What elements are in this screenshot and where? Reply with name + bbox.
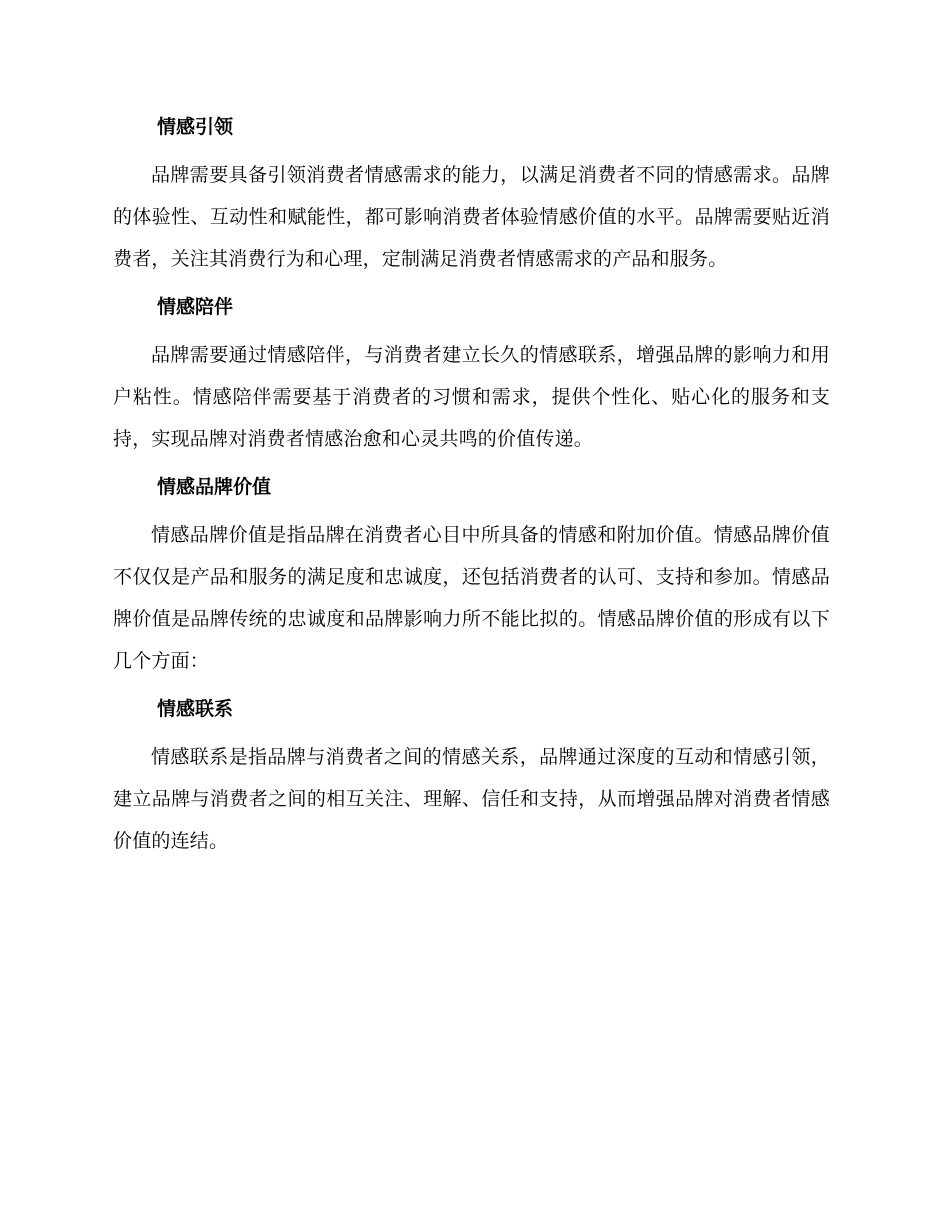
section-paragraph: 情感品牌价值是指品牌在消费者心目中所具备的情感和附加价值。情感品牌价值不仅仅是产品和服务的满足度和忠诚度，还包括消费者的认可、支持和参加。情感品牌价值是品牌传统的忠诚度和品牌影响力所不能比拟的。情感品牌价值的形成有以下几个方面：	[113, 524, 830, 672]
section-heading: 情感品牌价值	[157, 476, 272, 498]
section-heading: 情感引领	[157, 116, 234, 138]
section-paragraph: 品牌需要通过情感陪伴，与消费者建立长久的情感联系，增强品牌的影响力和用户粘性。情感陪伴需要基于消费者的习惯和需求，提供个性化、贴心化的服务和支持，实现品牌对消费者情感治愈和心灵共鸣的价值传递。	[113, 344, 830, 450]
section-emotional-brand-value	[113, 470, 830, 682]
section-emotional-leadership	[113, 110, 830, 280]
section-paragraph: 品牌需要具备引领消费者情感需求的能力，以满足消费者不同的情感需求。品牌的体验性、互动性和赋能性，都可影响消费者体验情感价值的水平。品牌需要贴近消费者，关注其消费行为和心理，定制满足消费者情感需求的产品和服务。	[113, 164, 830, 270]
section-emotional-connection	[113, 692, 830, 862]
section-heading: 情感陪伴	[157, 296, 234, 318]
section-paragraph: 情感联系是指品牌与消费者之间的情感关系，品牌通过深度的互动和情感引领，建立品牌与消费者之间的相互关注、理解、信任和支持，从而增强品牌对消费者情感价值的连结。	[113, 746, 830, 852]
section-emotional-companionship	[113, 290, 830, 460]
section-heading: 情感联系	[157, 698, 234, 720]
